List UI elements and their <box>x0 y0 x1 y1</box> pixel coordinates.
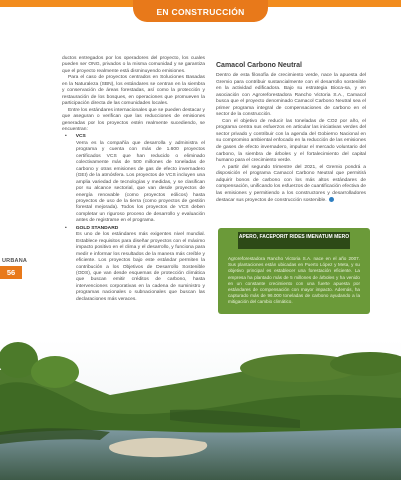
page-number: 56 <box>0 266 22 279</box>
paragraph: A partir del segundo trimestre del 2021, el Gremio pondrá a disposición el programa Camacol Carbono Neutral que permitirá adquirir bonos de carbono con los más altos estándares de compensación, unificando los esfuerzos de cuantificación efectiva de las emisiones y permitiendo a los constructores y desarrolladores destacar sus proyectos de construcción sostenible. <box>216 164 366 204</box>
page-marker <box>0 258 28 279</box>
paragraph: ductos entregados por los operadores del proyecto, los cuales pueden ser ONG, privados o la misma comunidad y se garantiza que el proyecto realmente está disminuyendo emisiones. <box>62 56 205 74</box>
magazine-name: URBANA <box>2 258 28 264</box>
box-title: APERO, FACEPORIT RIDES IMENATUM MERO <box>238 232 350 249</box>
left-column <box>62 56 205 303</box>
section-tab: EN CONSTRUCCIÓN <box>133 0 268 22</box>
bullet-heading-vcs: • VCS <box>62 134 205 140</box>
river-landscape-photo <box>0 340 401 480</box>
section-title: Camacol Carbono Neutral <box>216 62 302 69</box>
bullet-text-gold-standard: Es uno de los estándares más exigentes nivel mundial. Establece requisitos para diseñar proyectos con el máximo impacto positivo en el clima y el desarrollo, y funciona para medir e informar los resultados de la manera más creíble y eficiente. Los proyectos bajo este estándar permiten la contribución a los Objetivos de Desarrollo Sostenible (ODS), que van desde esquemas de protección climática que buscan emitir créditos de carbono, hasta intervenciones corporativas en la cadena de suministro y programas nacionales o subnacionales que buscan las declaraciones más veraces. <box>76 232 205 302</box>
sidebar-box <box>218 228 370 314</box>
paragraph: Dentro de esta filosofía de crecimiento verde, nace la apuesta del Gremio para contribuir sustancialmente con el desarrollo sostenible en la actividad edificadora. Bajo su estrategia Bioca-sa, y en asociación con Agroreforestadora Rancho Victoria S.A., Camacol busca que el proyecto denominado Camacol Carbono Neutral sea el primer programa integral de compensaciones de carbono en el sector de la construcción. <box>216 73 366 118</box>
paragraph: Con el objetivo de reducir las toneladas de CO2 por año, el programa centra sus esfuerzos en articular las iniciativas verdes del sector privado y contribuir con la agenda del Gobierno Nacional en su compromiso ambiental enfocado en la reducción de las emisiones de gases de efecto invernadero, impulsar el mercado voluntario del carbono, la siembra de árboles y el fortalecimiento del capital humano para el crecimiento verde. <box>216 118 366 164</box>
paragraph: Para el caso de proyectos centrados en Soluciones Basadas en la Naturaleza (SBN), los estándares se centran en la siembra y conservación de áreas forestadas, así como la protección y restauración de los bosques, en operaciones que promueven la participación directa de las comunidades locales. <box>62 75 205 107</box>
box-text: Agroreforestadora Rancho Victoria S.A. nace en el año 2007. Sus plantaciones están ubicadas en Puerto López y Meta, y su objetivo principal es establecer una forestación eficiente. La empresa ha plantado más de 5 millones de árboles y ha venido en un constante crecimiento con una fuerte apuesta por estándares de compensación con mayor impacto. Además, ha capturado más de 96.000 toneladas de carbono ayudando a la mitigación del cambio climático. <box>228 256 360 305</box>
end-mark-icon <box>329 197 334 202</box>
paragraph: Entre los estándares internacionales que se pueden destacar y que aseguran o verifican que las reducciones de emisiones generadas por los proyectos estén realmente sucediendo, se encuentran: <box>62 107 205 132</box>
bullet-text-vcs: Verra es la compañía que desarrolla y administra el programa y cuenta con más de 1.600 proyectos certificados VCS que han reducido o eliminado colectivamente más de 500 millones de toneladas de carbono y otras emisiones de gas de efecto invernadero (GEI) de la atmósfera. Los proyectos de VCS incluyen una amplia variedad de tecnologías y medidas, y se clasifican por su alcance sectorial, que van desde proyectos de energía renovable (como proyectos eólicos) hasta proyectos de uso de la tierra (como proyectos de gestión forestal mejorada). Todos los proyectos de VCS deben completar un riguroso proceso de desarrollo y evaluación antes de registrarse en el programa. <box>76 140 205 224</box>
bullet-heading-gold-standard: • GOLD STANDARD <box>62 226 205 232</box>
right-column <box>216 62 366 205</box>
